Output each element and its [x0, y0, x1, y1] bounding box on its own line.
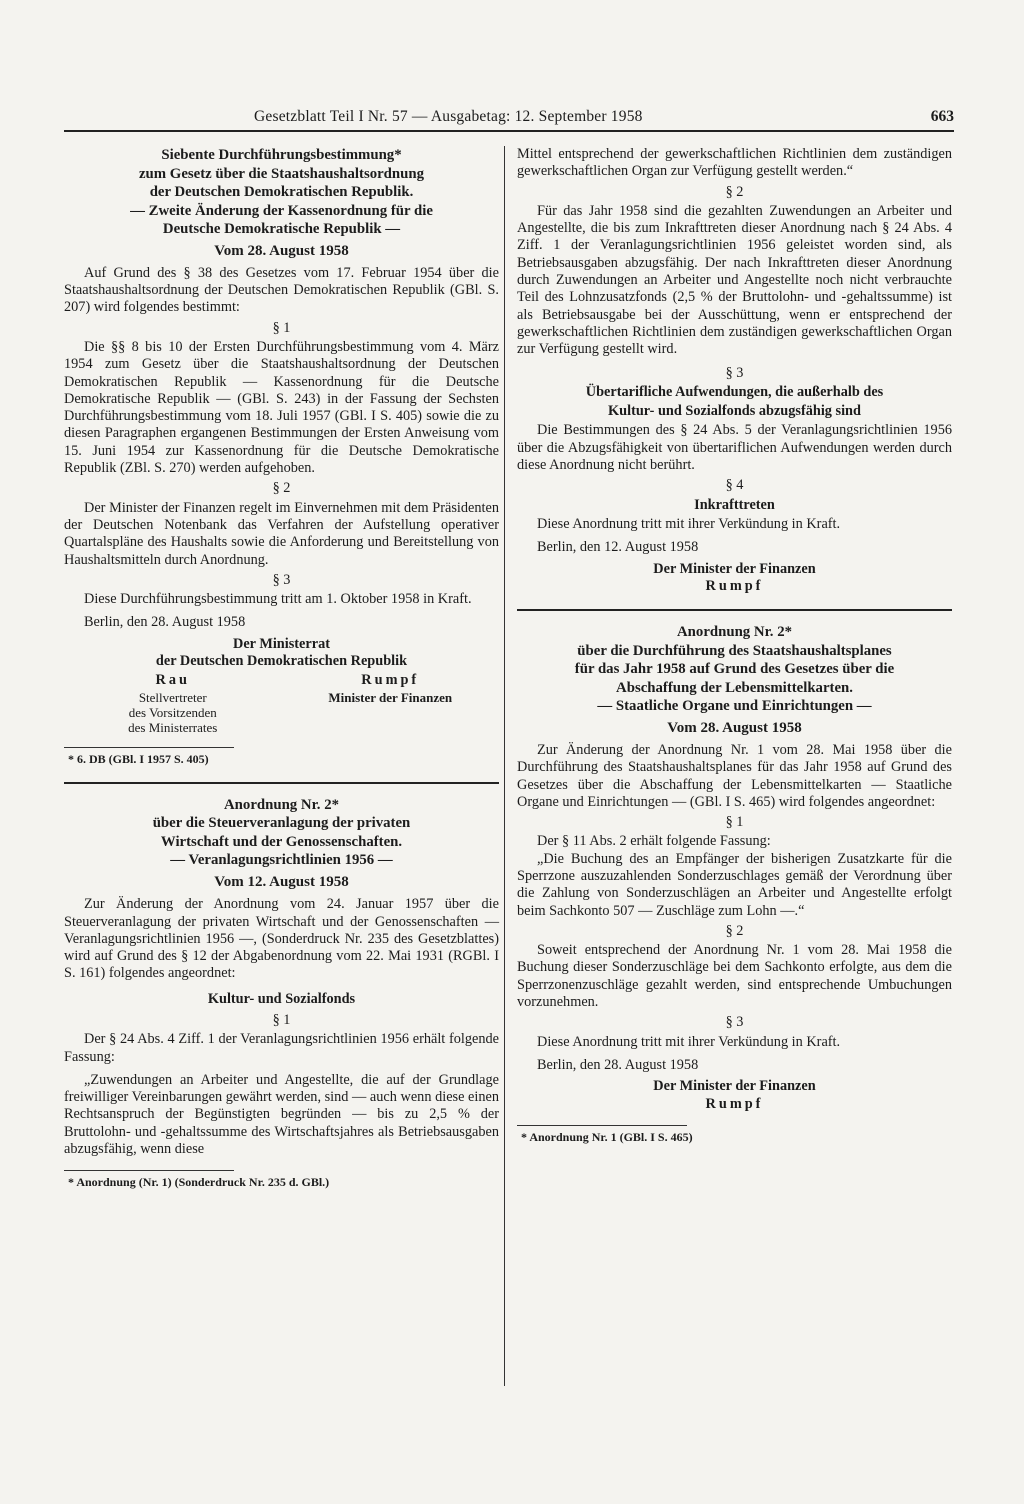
section-paragraph: Die §§ 8 bis 10 der Ersten Durchführungsbestimmung vom 4. März 1954 zum Gesetz über die Staatshaushaltsordnung der Deutschen Demokratischen Republik — Kassenordnung für die Deutsche Demokratische Republik — (GBl. S. 243) in der Fassung der Sechsten Durchführungsbestimmung vom 18. Juli 1957 (GBl. I S. 405) sowie die zu diesen Paragraphen ergangenen Bestimmungen der Ersten Anweisung vom 15. Juni 1954 zur Kassenordnung für die Deutsche Demokratische Republik (ZBl. S. 270) werden aufgehoben. — [64, 338, 499, 477]
signer-title-line: Stellvertreter — [138, 689, 207, 705]
article-title-line: Anordnung Nr. 2* — [677, 624, 792, 641]
left-column — [64, 146, 499, 1192]
article-durchfuehrungsbestimmung — [64, 146, 499, 768]
signature-title: Der Minister der Finanzen — [653, 560, 816, 577]
signer-title-line: des Vorsitzenden — [128, 704, 217, 720]
signature-org: der Deutschen Demokratischen Republik — [155, 653, 408, 670]
article-steuerveranlagung-continued — [517, 146, 952, 595]
section-paragraph: Die Bestimmungen des § 24 Abs. 5 der Veranlagungsrichtlinien 1956 über die Abzugsfähigkeit von übertariflichen Aufwendungen werden durch diese Anordnung nicht berührt. — [517, 422, 952, 474]
column-divider — [504, 146, 505, 1386]
section-number: § 3 — [272, 571, 291, 588]
section-paragraph: Der § 24 Abs. 4 Ziff. 1 der Veranlagungsrichtlinien 1956 erhält folgende Fassung: — [64, 1031, 499, 1065]
section-number: § 3 — [725, 1014, 744, 1031]
footnote-rule — [64, 747, 234, 748]
section-paragraph: Diese Anordnung tritt mit ihrer Verkündung in Kraft. — [537, 515, 841, 532]
section-paragraph: Der Minister der Finanzen regelt im Einvernehmen mit dem Präsidenten der Deutschen Notenbank das Verfahren der Aufstellung operativer Quartalspläne des Haushalts sowie die Anforderung und Bereitstellung von Haushaltsmitteln durch Anordnung. — [64, 499, 499, 568]
section-heading: Kultur- und Sozialfonds abzugsfähig sind — [608, 403, 861, 420]
article-title-line: zum Gesetz über die Staatshaushaltsordnung — [138, 165, 424, 182]
place-date: Berlin, den 28. August 1958 — [84, 614, 246, 631]
intro-paragraph: Zur Änderung der Anordnung vom 24. Januar 1957 über die Steuerveranlagung der privaten Wirtschaft und der Genossenschaften — Veranlagungsrichtlinien 1956 —, (Sonderdruck Nr. 235 des Gesetzblattes) wird auf Grund des § 12 der Abgabenordnung vom 22. Mai 1931 (RGBl. I S. 161) folgendes angeordnet: — [64, 896, 499, 982]
continued-paragraph: Mittel entsprechend der gewerkschaftlichen Richtlinien dem zuständigen gewerkschaftlichen Organ zur Verfügung gestellt werden.“ — [517, 146, 952, 180]
article-date: Vom 28. August 1958 — [667, 719, 802, 736]
article-title-line: Wirtschaft und der Genossenschaften. — [160, 833, 403, 850]
article-divider — [517, 609, 952, 611]
signer-name: Rau — [155, 672, 190, 689]
place-date: Berlin, den 12. August 1958 — [537, 539, 699, 556]
right-column — [517, 146, 952, 1146]
header-rule — [64, 130, 954, 132]
footnote-rule — [64, 1170, 234, 1171]
signature-names — [64, 672, 499, 689]
signature-title: Der Minister der Finanzen — [653, 1078, 816, 1095]
signer-title-line: des Ministerrates — [128, 719, 218, 735]
footnote-rule — [517, 1125, 687, 1126]
section-number: § 1 — [725, 814, 744, 831]
footnote: * Anordnung Nr. 1 (GBl. I S. 465) — [521, 1129, 693, 1144]
quoted-paragraph: „Die Buchung des an Empfänger der bisherigen Zusatzkarte für die Sperrzone auszuzahlenden Sonderzuschlages gemäß der Verordnung über die Zahlung von Sonderzuschlägen an Arbeiter und Angestellte erfolgt beim Sachkonto 507 — Zuschläge zum Lohn —.“ — [517, 850, 952, 919]
article-title-line: Anordnung Nr. 2* — [224, 796, 339, 813]
intro-paragraph: Auf Grund des § 38 des Gesetzes vom 17. Februar 1954 über die Staatshaushaltsordnung der Deutschen Demokratischen Republik (GBl. S. 207) wird folgendes bestimmt: — [64, 264, 499, 316]
article-title-line: Deutsche Demokratische Republik — — [162, 221, 401, 237]
signer-name: Rumpf — [361, 672, 420, 689]
article-title-line: der Deutschen Demokratischen Republik. — [149, 184, 414, 200]
section-paragraph: Diese Anordnung tritt mit ihrer Verkündung in Kraft. — [537, 1033, 841, 1050]
article-title-line: über die Steuerveranlagung der privaten — [152, 815, 411, 832]
footnote: * Anordnung (Nr. 1) (Sonderdruck Nr. 235 d. GBl.) — [68, 1175, 330, 1190]
article-title-line: über die Durchführung des Staatshaushaltsplanes — [577, 642, 892, 659]
article-date: Vom 28. August 1958 — [214, 242, 349, 259]
section-number: § 1 — [272, 319, 291, 336]
header-title: Gesetzblatt Teil I Nr. 57 — Ausgabetag: 12. September 1958 — [254, 108, 643, 125]
page-number: 663 — [930, 108, 954, 125]
section-number: § 2 — [272, 480, 291, 497]
article-title-line: — Staatliche Organe und Einrichtungen — — [597, 698, 872, 715]
article-title-line: für das Jahr 1958 auf Grund des Gesetzes über die — [574, 661, 895, 678]
section-heading: Inkrafttreten — [694, 496, 775, 513]
section-paragraph: Diese Durchführungsbestimmung tritt am 1. Oktober 1958 in Kraft. — [84, 591, 472, 608]
signer-title: Minister der Finanzen — [328, 689, 453, 705]
section-paragraph: Soweit entsprechend der Anordnung Nr. 1 vom 28. Mai 1958 die Buchung dieser Sonderzuschläge bei dem Sachkonto erfolgte, aus dem die Sperrzonenzuschläge gezahlt werden, sind entsprechende Umbuchungen vorzunehmen. — [517, 942, 952, 1011]
article-divider — [64, 782, 499, 784]
signer-name: Rumpf — [705, 577, 764, 594]
section-paragraph: Für das Jahr 1958 sind die gezahlten Zuwendungen an Arbeiter und Angestellte, die bis zum Inkrafttreten dieser Anordnung nach § 24 Abs. 4 Ziff. 1 der Veranlagungsrichtlinien 1956 geleistet worden sind, als Betriebsausgaben abzugsfähig. Der nach Inkrafttreten dieser Anordnung durch Zuwendungen an Arbeiter und Angestellte noch nicht verbrauchte Teil des Lohnzusatzfonds (2,5 % der Bruttolohn- und -gehaltssumme) ist als Betriebsausgabe bei der Ausschüttung, wenn er entsprechend der gewerkschaftlichen Richtlinien dem zuständigen gewerkschaftlichen Organ zur Verfügung gestellt wird. — [517, 202, 952, 358]
section-number: § 2 — [725, 183, 744, 200]
intro-paragraph: Zur Änderung der Anordnung Nr. 1 vom 28. Mai 1958 über die Durchführung des Staatshaushaltsplanes für das Jahr 1958 auf Grund des Gesetzes über die Abschaffung der Lebensmittelkarten — Staatliche Organe und Einrichtungen — (GBl. I S. 465) wird folgendes angeordnet: — [517, 741, 952, 810]
signer-name: Rumpf — [705, 1095, 764, 1112]
place-date: Berlin, den 28. August 1958 — [537, 1056, 699, 1073]
signature-org: Der Ministerrat — [233, 635, 330, 652]
section-paragraph: Der § 11 Abs. 2 erhält folgende Fassung: — [537, 833, 771, 850]
article-title-line: Siebente Durchführungsbestimmung* — [161, 147, 402, 163]
quoted-paragraph: „Zuwendungen an Arbeiter und Angestellte, die auf der Grundlage freiwilliger Vereinbarungen gewährt werden, sind — auch wenn diese einen Rechtsanspruch der Begünstigten begründen — bis zu 2,5 % der Bruttolohn- und -gehaltssumme des Wirtschaftsjahres als Betriebsausgaben abzugsfähig, wenn diese — [64, 1071, 499, 1158]
section-number: § 1 — [272, 1012, 291, 1028]
signature-titles — [64, 690, 499, 735]
section-number: § 3 — [725, 364, 744, 381]
section-heading: Übertarifliche Aufwendungen, die außerhalb des — [585, 383, 884, 400]
article-title-line: Abschaffung der Lebensmittelkarten. — [616, 679, 853, 696]
article-title-line: — Veranlagungsrichtlinien 1956 — — [170, 852, 393, 869]
section-number: § 2 — [725, 922, 744, 939]
footnote: * 6. DB (GBl. I 1957 S. 405) — [68, 751, 209, 766]
section-number: § 4 — [725, 477, 744, 494]
article-steuerveranlagung — [64, 796, 499, 1192]
signer-title — [64, 690, 282, 735]
article-date: Vom 12. August 1958 — [214, 873, 349, 890]
page-header — [64, 108, 954, 130]
section-heading: Kultur- und Sozialfonds — [207, 990, 356, 1007]
article-title-line: — Zweite Änderung der Kassenordnung für die — [130, 202, 433, 219]
article-staatshaushaltsplan — [517, 623, 952, 1146]
